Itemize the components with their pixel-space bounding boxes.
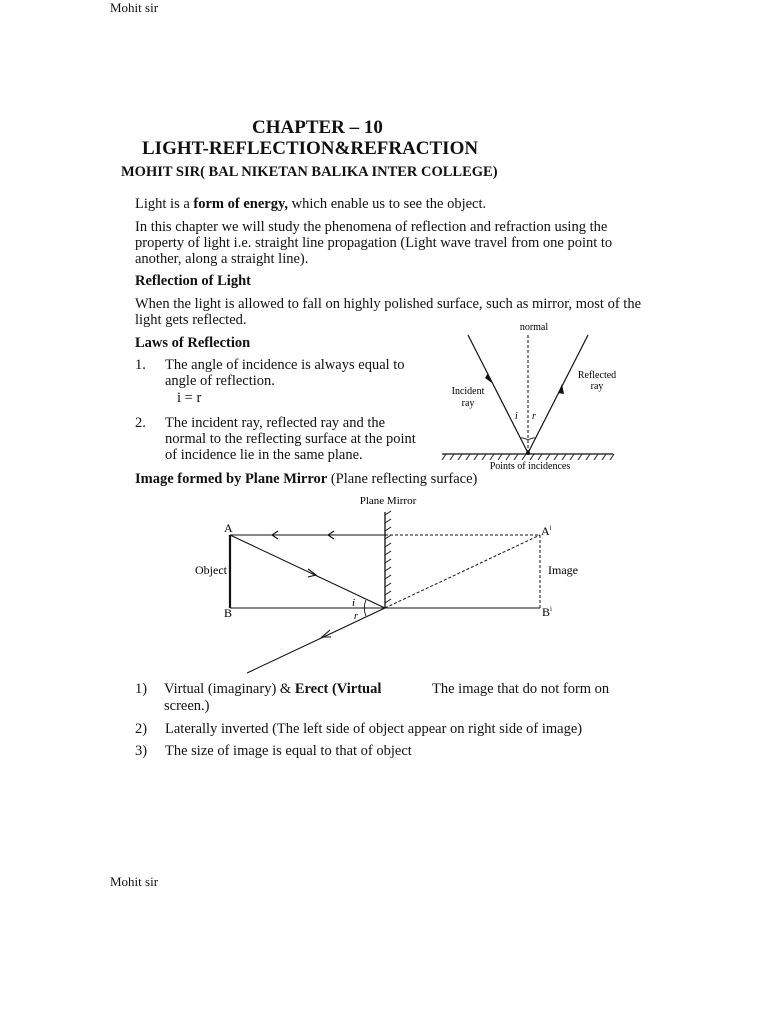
mirror-label: Plane Mirror: [359, 495, 417, 507]
mirror-hatching: [385, 511, 391, 603]
law-1-formula: i = r: [177, 390, 202, 406]
plane-mirror-heading: Image formed by Plane Mirror (Plane reflecting surface): [135, 471, 478, 487]
property-1-definition: The image that do not form on: [432, 681, 610, 697]
object-label: Object: [195, 563, 227, 577]
normal-label: normal: [519, 322, 549, 333]
incident-label-2: ray: [461, 398, 475, 409]
angle-i: i: [352, 597, 356, 609]
property-3-text: The size of image is equal to that of object: [165, 743, 412, 759]
chapter-title: LIGHT-REFLECTION&REFRACTION: [142, 138, 479, 159]
angle-r: r: [354, 611, 358, 622]
image-label: Image: [548, 563, 578, 577]
laws-heading: Laws of Reflection: [135, 335, 251, 351]
property-1-text: Virtual (imaginary) & Erect (Virtual: [164, 681, 382, 697]
reflection-text: When the light is allowed to fall on highly polished surface, such as mirror, most of the light gets reflected.: [135, 296, 642, 328]
angle-r-label: r: [532, 411, 536, 422]
property-2-number: 2): [135, 721, 148, 737]
angle-i-label: i: [515, 411, 518, 422]
label-B-image: $B^i$: [542, 605, 552, 619]
property-1-text-line2: screen.): [164, 698, 210, 714]
virtual-ray-diagonal: [385, 535, 540, 608]
law-2-text: The incident ray, reflected ray and the normal to the reflecting surface at the point of incidence lie in the same plane.: [165, 415, 416, 463]
incident-ray-2: [230, 535, 385, 608]
chapter-number: CHAPTER – 10: [252, 117, 383, 138]
points-label: Points of incidences: [489, 461, 571, 472]
point-of-incidence: [526, 451, 530, 455]
reflected-ray-2: [247, 608, 385, 673]
label-A-image: $A^i$: [541, 524, 552, 538]
intro-paragraph-1: Light is a form of energy, which enable us to see the object.: [135, 196, 487, 212]
reflected-label-1: Reflected: [577, 370, 617, 381]
law-2-number: 2.: [135, 415, 146, 431]
page-footer: Mohit sir: [110, 874, 159, 889]
page-header: Mohit sir: [110, 0, 159, 15]
plane-mirror-diagram: [190, 490, 600, 680]
label-B: B: [224, 606, 233, 620]
reflection-heading: Reflection of Light: [135, 273, 251, 289]
intro-paragraph-2: In this chapter we will study the phenomena of reflection and refraction using the property of light i.e. straight line propagation (Light wave travel from one point to another, along a straight line).: [135, 219, 613, 267]
reflected-label-2: ray: [590, 381, 604, 392]
property-2-text: Laterally inverted (The left side of object appear on right side of image): [165, 721, 583, 737]
incident-arrow-icon: [485, 373, 492, 383]
property-1-number: 1): [135, 681, 148, 697]
law-1-number: 1.: [135, 357, 146, 373]
reflection-diagram: [430, 315, 625, 475]
law-1-text: The angle of incidence is always equal to angle of reflection.: [165, 357, 405, 389]
reflected-ray: [528, 335, 588, 453]
label-A: A: [224, 521, 233, 535]
incident-label-1: Incident: [451, 386, 485, 397]
chapter-author: MOHIT SIR( BAL NIKETAN BALIKA INTER COLLEGE): [121, 164, 498, 180]
reflected-arrow-icon: [558, 384, 564, 394]
property-3-number: 3): [135, 743, 148, 759]
